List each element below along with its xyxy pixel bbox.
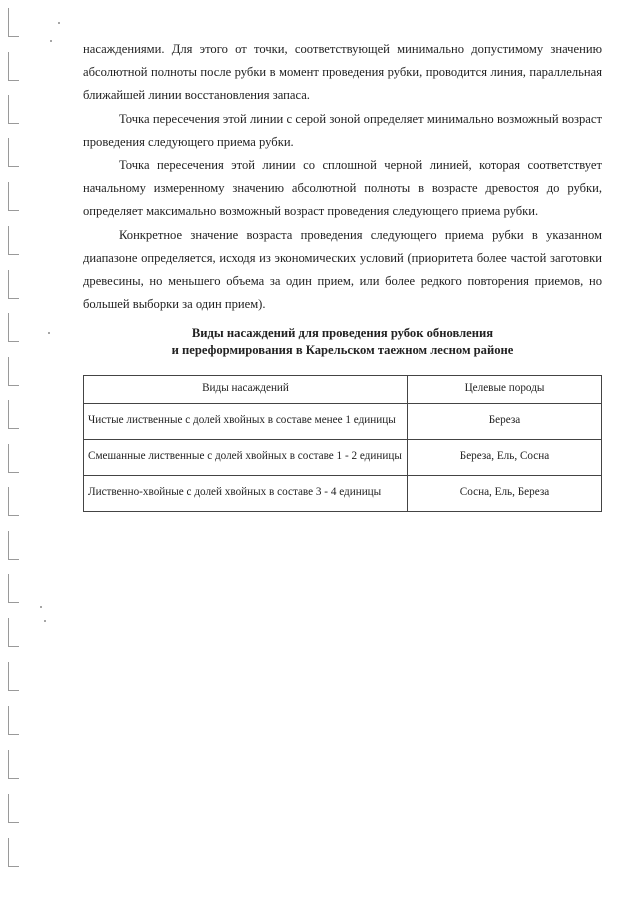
paragraph: насаждениями. Для этого от точки, соответствующей минимально допустимому значению абсолютной полноты после рубки в момент проведения рубки, проводится линия, параллельная ближайшей линии восстановления запаса. — [83, 42, 602, 103]
binding-mark — [8, 138, 19, 167]
table-cell-target-species: Береза, Ель, Сосна — [408, 440, 602, 476]
table-row — [84, 476, 602, 512]
table-cell-target-species: Береза — [408, 404, 602, 440]
table-cell-stand-type: Смешанные лиственные с долей хвойных в составе 1 - 2 единицы — [84, 440, 408, 476]
table-header-cell: Целевые породы — [408, 376, 602, 404]
species-table — [83, 375, 602, 512]
table-cell-stand-type: Чистые лиственные с долей хвойных в составе менее 1 единицы — [84, 404, 408, 440]
binding-mark — [8, 706, 19, 735]
scan-speck — [44, 620, 46, 622]
binding-mark — [8, 487, 19, 516]
scan-speck — [50, 40, 52, 42]
table-title-line: Виды насаждений для проведения рубок обновления — [191, 326, 494, 340]
binding-mark — [8, 531, 19, 560]
binding-mark — [8, 95, 19, 124]
binding-mark — [8, 8, 19, 37]
binding-mark — [8, 270, 19, 299]
table-header-cell: Виды насаждений — [84, 376, 408, 404]
table-title-line: и переформирования в Карельском таежном лесном районе — [171, 343, 514, 357]
binding-mark — [8, 444, 19, 473]
table-row — [84, 440, 602, 476]
binding-mark — [8, 313, 19, 342]
binding-mark — [8, 618, 19, 647]
binding-mark — [8, 357, 19, 386]
paragraph: Точка пересечения этой линии со сплошной черной линией, которая соответствует начальному измеренному значению абсолютной полноты в возрасте древостоя до рубки, определяет максимально возможный возраст проведения следующего приема рубки. — [83, 158, 602, 219]
scan-speck — [58, 22, 60, 24]
binding-mark — [8, 794, 19, 823]
table-cell-stand-type: Лиственно-хвойные с долей хвойных в составе 3 - 4 единицы — [84, 476, 408, 512]
table-header-row — [84, 376, 602, 404]
binding-mark — [8, 182, 19, 211]
table-title — [83, 325, 602, 359]
binding-mark — [8, 574, 19, 603]
binding-mark — [8, 400, 19, 429]
binding-mark — [8, 226, 19, 255]
binding-mark — [8, 838, 19, 867]
binding-mark — [8, 750, 19, 779]
binding-mark — [8, 662, 19, 691]
binding-mark — [8, 52, 19, 81]
table-cell-target-species: Сосна, Ель, Береза — [408, 476, 602, 512]
paragraph: Конкретное значение возраста проведения следующего приема рубки в указанном диапазоне определяется, исходя из экономических условий (приоритета более частой заготовки древесины, но меньшего объема за один прием, или более редкого повторения приемов, но большей выборки за один прием). — [83, 227, 602, 312]
scan-speck — [40, 606, 42, 608]
paragraph: Точка пересечения этой линии с серой зоной определяет минимально возможный возраст проведения следующего приема рубки. — [83, 111, 602, 149]
scan-speck — [48, 332, 50, 334]
body-text — [83, 38, 602, 316]
table-row — [84, 404, 602, 440]
